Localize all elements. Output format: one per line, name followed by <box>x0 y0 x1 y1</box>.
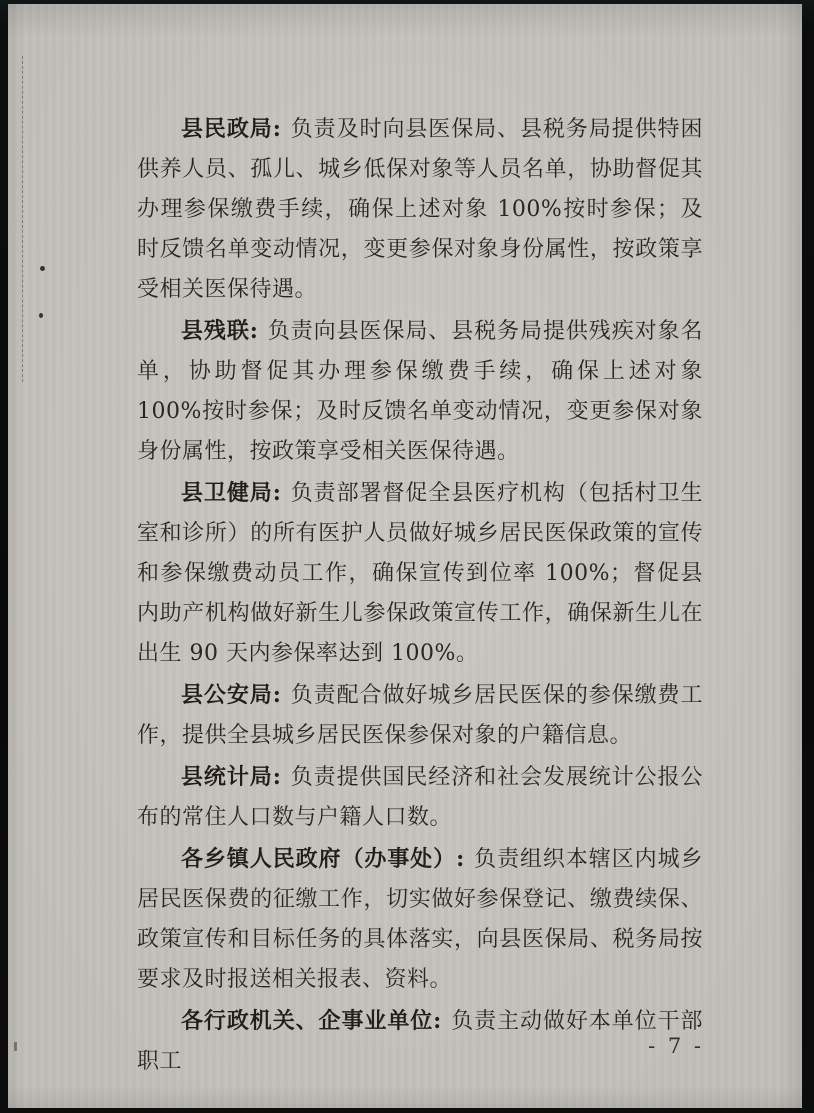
paragraph-administrative-org-units <box>137 1001 703 1082</box>
page-number: - 7 - <box>648 1034 704 1058</box>
paragraph-statistics-bureau <box>137 757 703 838</box>
paragraph-health-bureau <box>137 473 703 674</box>
duty-text: 负责主动做好本单位干部职工 <box>137 1009 703 1074</box>
department-name: 县卫健局: <box>181 480 282 506</box>
duty-text: 负责向县医保局、县税务局提供残疾对象名单，协助督促其办理参保缴费手续，确保上述对象 100%按时参保；及时反馈名单变动情况，变更参保对象身份属性，按政策享受相关医保待遇。 <box>137 319 703 464</box>
duty-text: 负责配合做好城乡居民医保的参保缴费工作，提供全县城乡居民医保参保对象的户籍信息。 <box>137 683 703 748</box>
document-body <box>137 109 703 1082</box>
paragraph-township-governments <box>137 839 703 1000</box>
department-name: 县公安局: <box>181 682 282 708</box>
edge-mark <box>14 1042 17 1051</box>
department-name: 县民政局: <box>181 116 282 142</box>
duty-text: 负责部署督促全县医疗机构（包括村卫生室和诊所）的所有医护人员做好城乡居民医保政策的宣传和参保缴费动员工作，确保宣传到位率 100%；督促县内助产机构做好新生儿参保政策宣传工作，确保新生儿在出生 90 天内参保率达到 100%。 <box>137 481 703 666</box>
document-page <box>8 4 802 1108</box>
duty-text: 负责及时向县医保局、县税务局提供特困供养人员、孤儿、城乡低保对象等人员名单，协助督促其办理参保缴费手续，确保上述对象 100%按时参保；及时反馈名单变动情况，变更参保对象身份属性，按政策享受相关医保待遇。 <box>137 117 703 302</box>
department-name: 各行政机关、企事业单位: <box>181 1008 442 1034</box>
paragraph-civil-affairs-bureau <box>137 109 703 310</box>
ink-speck <box>39 313 43 318</box>
duty-text: 负责提供国民经济和社会发展统计公报公布的常住人口数与户籍人口数。 <box>137 765 703 830</box>
paragraph-public-security-bureau <box>137 675 703 756</box>
duty-text: 负责组织本辖区内城乡居民医保费的征缴工作，切实做好参保登记、缴费续保、政策宣传和目标任务的具体落实，向县医保局、税务局按要求及时报送相关报表、资料。 <box>137 847 703 992</box>
paragraph-disabled-persons-federation <box>137 311 703 472</box>
crease-line <box>22 56 23 382</box>
department-name: 县统计局: <box>181 764 282 790</box>
department-name: 各乡镇人民政府（办事处）: <box>181 846 465 872</box>
ink-speck <box>40 266 45 271</box>
department-name: 县残联: <box>181 318 259 344</box>
